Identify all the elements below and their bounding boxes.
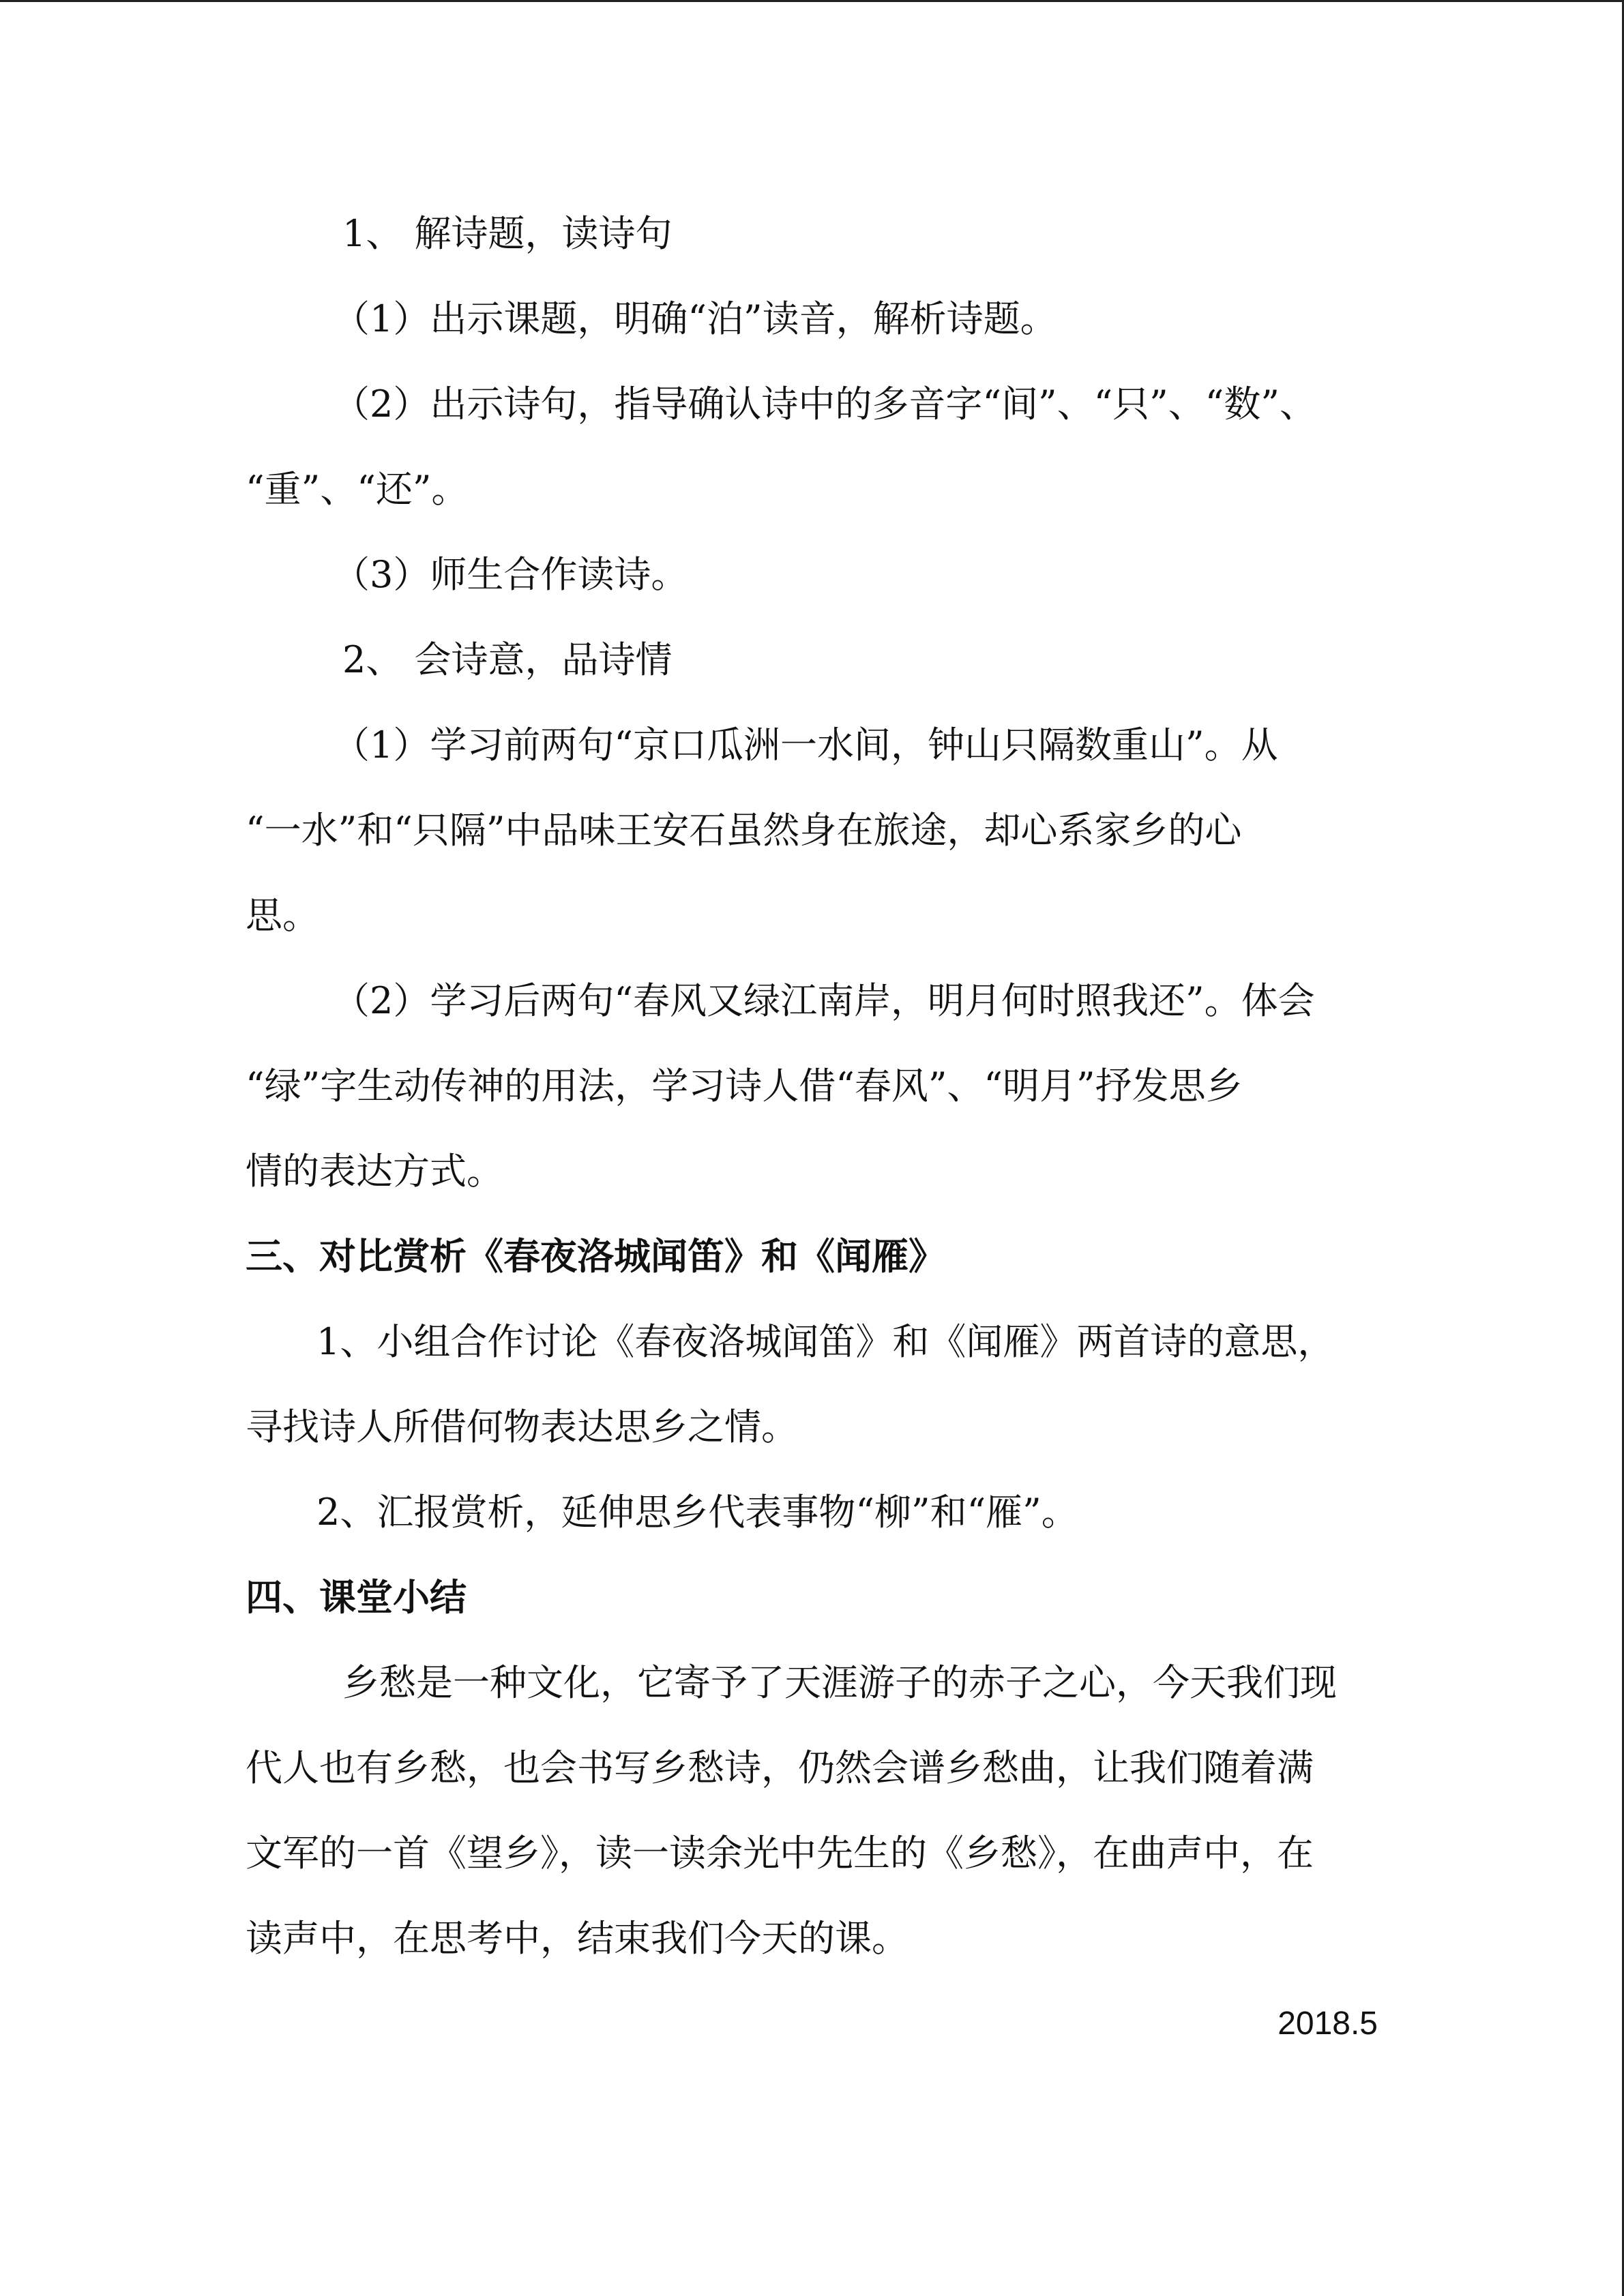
section-item-2-title: 2、 会诗意，品诗情 [342,638,673,681]
paragraph-line: “重”、“还”。 [246,468,469,511]
paragraph-line: （1）学习前两句“京口瓜洲一水间，钟山只隔数重山”。从 [333,724,1278,766]
paragraph-line: “绿”字生动传神的用法，学习诗人借“春风”、“明月”抒发思乡 [246,1064,1243,1107]
paragraph-line: （2）出示诗句，指导确认诗中的多音字“间”、“只”、“数”、 [333,383,1316,426]
top-border-line [0,0,1624,2]
section-heading-3: 三、对比赏析《春夜洛城闻笛》和《闻雁》 [246,1234,945,1278]
section-heading-4: 四、课堂小结 [246,1575,467,1619]
paragraph-line: （1）出示课题，明确“泊”读音，解析诗题。 [333,297,1057,340]
paragraph-line: 代人也有乡愁，也会书写乡愁诗，仍然会谱乡愁曲，让我们随着满 [246,1746,1314,1789]
paragraph-line: 情的表达方式。 [246,1150,503,1193]
paragraph-line: 文军的一首《望乡》，读一读余光中先生的《乡愁》，在曲声中，在 [246,1832,1314,1875]
document-body [246,191,1378,2066]
paragraph-line: （2）学习后两句“春风又绿江南岸，明月何时照我还”。体会 [333,979,1315,1022]
section-item-1-title: 1、 解诗题，读诗句 [342,212,673,255]
paragraph-line: “一水”和“只隔”中品味王安石虽然身在旅途，却心系家乡的心 [246,809,1242,852]
paragraph-line: （3）师生合作读诗。 [333,553,688,596]
paragraph-line: 2、汇报赏析，延伸思乡代表事物“柳”和“雁”。 [316,1491,1078,1534]
paragraph-line: 读声中，在思考中，结束我们今天的课。 [246,1917,909,1960]
paragraph-line: 乡愁是一种文化，它寄予了天涯游子的赤子之心，今天我们现 [342,1661,1337,1704]
paragraph-line: 寻找诗人所借何物表达思乡之情。 [246,1405,798,1448]
document-date: 2018.5 [1278,2006,1378,2042]
paragraph-line: 思。 [246,894,319,937]
paragraph-line: 1、小组合作讨论《春夜洛城闻笛》和《闻雁》两首诗的意思， [316,1320,1335,1363]
